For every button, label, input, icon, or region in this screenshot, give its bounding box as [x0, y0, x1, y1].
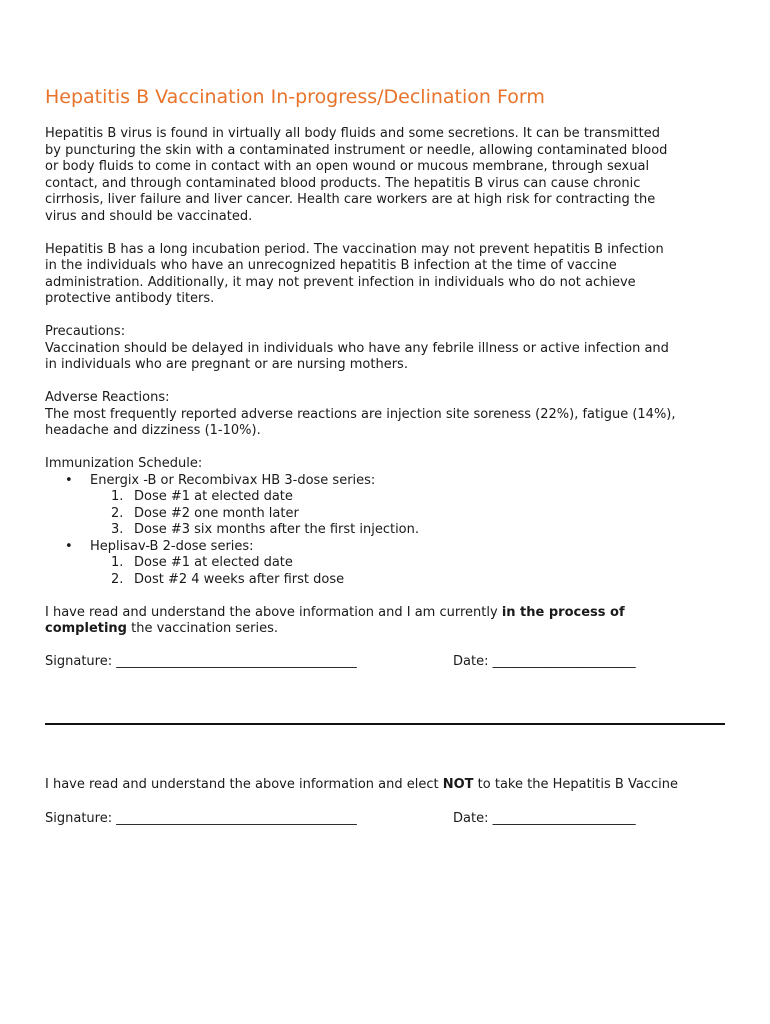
dose-text: Dose #1 at elected date: [134, 555, 293, 570]
in-progress-statement: [45, 605, 730, 638]
dose-text: Dose #3 six months after the first injection.: [134, 522, 420, 537]
signature-field[interactable]: Signature: _____________________________________: [45, 654, 357, 669]
adverse-reactions-section: [45, 390, 730, 440]
adverse-reactions-heading: Adverse Reactions:: [45, 390, 170, 405]
dose-list: [90, 555, 730, 588]
intro-line: by puncturing the skin with a contaminated instrument or needle, allowing contaminated blood: [45, 142, 668, 158]
dose-text: Dose #2 one month later: [134, 505, 299, 521]
precautions-line: Vaccination should be delayed in individuals who have any febrile illness or active infection and: [45, 340, 669, 356]
form-page: [45, 86, 730, 671]
statement-emphasis: completing: [45, 621, 127, 636]
immunization-schedule-section: [45, 456, 730, 588]
section-divider: [45, 723, 725, 725]
dose-item: [111, 555, 730, 572]
adverse-reactions-line: headache and dizziness (1-10%).: [45, 423, 261, 438]
dose-item: [111, 572, 730, 589]
statement-text: to take the Hepatitis B Vaccine: [473, 777, 678, 792]
dose-number: 3.: [111, 522, 124, 537]
precautions-line: in individuals who are pregnant or are nursing mothers.: [45, 357, 408, 372]
incubation-line: in the individuals who have an unrecognized hepatitis B infection at the time of vaccine: [45, 258, 617, 273]
intro-line: Hepatitis B virus is found in virtually all body fluids and some secretions. It can be transmitted: [45, 126, 660, 141]
declination-statement: [45, 777, 735, 794]
form-title: Hepatitis B Vaccination In-progress/Declination Form: [45, 86, 545, 108]
precautions-section: [45, 324, 730, 374]
statement-emphasis: NOT: [442, 777, 474, 792]
statement-text: I have read and understand the above information and elect: [45, 777, 443, 792]
dose-number: 2.: [111, 505, 124, 521]
series-item-heplisav: [65, 539, 730, 589]
dose-item: [111, 506, 730, 523]
dose-number: 2.: [111, 571, 124, 587]
intro-line: virus and should be vaccinated.: [45, 208, 253, 224]
in-progress-statement-line1: [45, 605, 730, 622]
in-progress-signature-row: [45, 654, 730, 671]
incubation-line: administration. Additionally, it may not prevent infection in individuals who do not achieve: [45, 274, 636, 290]
declination-block: [45, 777, 735, 828]
statement-text: the vaccination series.: [127, 621, 279, 636]
intro-line: contact, and through contaminated blood products. The hepatitis B virus can cause chronic: [45, 175, 641, 191]
signature-field[interactable]: Signature: _____________________________________: [45, 810, 357, 826]
intro-paragraph: [45, 126, 730, 225]
dose-item: [111, 522, 730, 539]
series-label: Heplisav-B 2-dose series:: [90, 538, 254, 554]
dose-item: [111, 489, 730, 506]
dose-list: [90, 489, 730, 539]
incubation-paragraph: [45, 242, 730, 308]
statement-text: I have read and understand the above information and I am currently: [45, 604, 502, 620]
incubation-line: protective antibody titers.: [45, 291, 215, 306]
date-field[interactable]: Date: ______________________: [453, 654, 636, 669]
series-item-energix: [65, 473, 730, 539]
intro-line: cirrhosis, liver failure and liver cancer. Health care workers are at high risk for contracting the: [45, 192, 656, 207]
bullet-icon: •: [65, 538, 73, 554]
date-field[interactable]: Date: ______________________: [453, 810, 636, 826]
dose-number: 1.: [111, 489, 124, 504]
statement-emphasis: in the process of: [501, 604, 625, 620]
adverse-reactions-line: The most frequently reported adverse reactions are injection site soreness (22%), fatigue (14%),: [45, 406, 676, 422]
dose-text: Dost #2 4 weeks after first dose: [134, 571, 345, 587]
incubation-line: Hepatitis B has a long incubation period. The vaccination may not prevent hepatitis B infection: [45, 241, 664, 257]
in-progress-statement-line2: [45, 621, 730, 638]
intro-line: or body fluids to come in contact with an open wound or mucous membrane, through sexual: [45, 159, 650, 174]
precautions-heading: Precautions:: [45, 324, 126, 339]
series-label: Energix -B or Recombivax HB 3-dose series:: [90, 472, 376, 488]
bullet-icon: •: [65, 472, 73, 488]
dose-number: 1.: [111, 555, 124, 570]
immunization-schedule-heading: Immunization Schedule:: [45, 456, 203, 471]
dose-text: Dose #1 at elected date: [134, 489, 293, 504]
schedule-series-list: [45, 473, 730, 589]
declination-signature-row: [45, 811, 735, 828]
